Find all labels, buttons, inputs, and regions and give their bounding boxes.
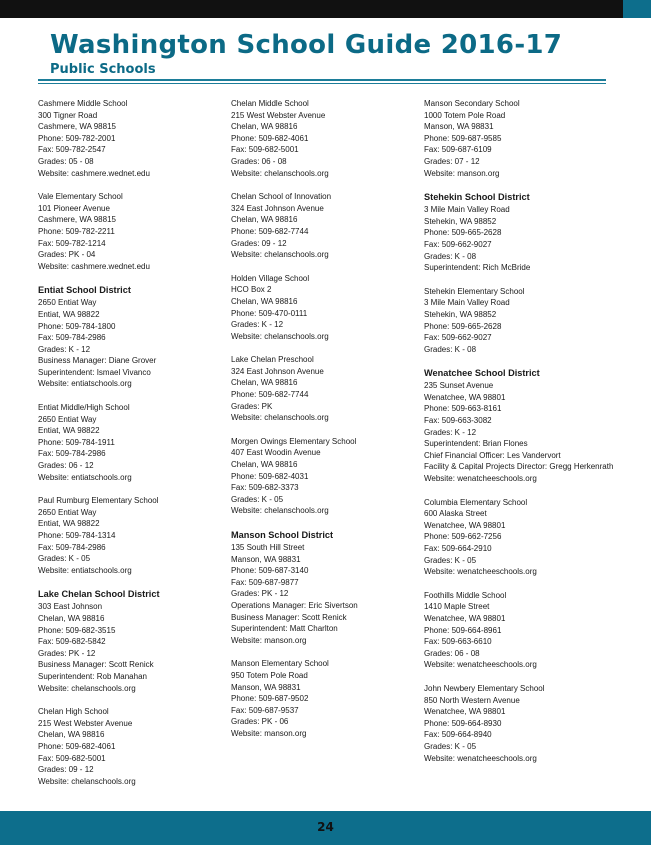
school-name: Chelan High School: [38, 707, 109, 717]
school-entry: [424, 590, 609, 671]
entry-detail-line: Fax: 509-662-9027: [424, 239, 492, 249]
entry-detail-line: Manson, WA 98831: [231, 554, 301, 564]
entry-detail-line: Phone: 509-682-4061: [231, 133, 309, 143]
school-name: Columbia Elementary School: [424, 497, 528, 507]
entry-detail-line: Fax: 509-782-2547: [38, 145, 106, 155]
entry-detail-line: Business Manager: Scott Renick: [231, 612, 347, 622]
district-name: Wenatchee School District: [424, 368, 540, 379]
entry-detail-line: Chelan, WA 98816: [231, 378, 298, 388]
entry-detail-line: Fax: 509-663-3082: [424, 416, 492, 426]
school-name: John Newbery Elementary School: [424, 683, 545, 693]
entry-detail-line: Website: manson.org: [424, 168, 500, 178]
entry-detail-line: Grades: K - 12: [231, 320, 284, 330]
entry-detail-line: Business Manager: Diane Grover: [38, 356, 157, 366]
entry-detail-line: Fax: 509-662-9027: [424, 333, 492, 343]
entry-detail-line: Grades: PK - 04: [38, 250, 96, 260]
entry-detail-line: 135 South Hill Street: [231, 543, 305, 552]
entry-detail-line: 2650 Entiat Way: [38, 298, 97, 308]
entry-detail-line: Website: chelanschools.org: [231, 506, 329, 516]
entry-detail-line: Website: chelanschools.org: [38, 683, 136, 693]
entry-detail-line: Superintendent: Ismael Vivanco: [38, 367, 151, 377]
entry-detail-line: Stehekin, WA 98852: [424, 216, 497, 226]
entry-detail-line: Superintendent: Rich McBride: [424, 263, 531, 273]
entry-detail-line: Operations Manager: Eric Sivertson: [231, 600, 358, 610]
page-header: [50, 30, 610, 78]
page-title: Washington School Guide 2016-17: [50, 30, 563, 60]
entry-detail-line: Wenatchee, WA 98801: [424, 707, 506, 717]
entry-detail-line: Phone: 509-784-1800: [38, 321, 116, 331]
entry-detail-line: Fax: 509-784-2986: [38, 333, 106, 343]
entry-detail-line: Website: wenatcheeschools.org: [424, 753, 537, 763]
entry-detail-line: 3 Mile Main Valley Road: [424, 298, 510, 308]
entry-detail-line: Grades: K - 12: [38, 344, 91, 354]
entry-detail-line: Fax: 509-682-5001: [38, 753, 106, 763]
header-rule-bottom: [38, 83, 606, 84]
entry-detail-line: Grades: K - 05: [424, 741, 477, 751]
entry-detail-line: Grades: PK - 06: [231, 717, 289, 727]
school-name: Entiat Middle/High School: [38, 403, 130, 413]
entry-detail-line: Phone: 509-662-7256: [424, 532, 502, 542]
school-entry: [424, 497, 609, 578]
entry-detail-line: Website: wenatcheeschools.org: [424, 567, 537, 577]
entry-detail-line: 101 Pioneer Avenue: [38, 203, 110, 213]
column-1: [38, 98, 223, 799]
entry-detail-line: Grades: 07 - 12: [424, 156, 480, 166]
entry-detail-line: Grades: 09 - 12: [231, 238, 287, 248]
entry-detail-line: Entiat, WA 98822: [38, 309, 100, 319]
entry-detail-line: Website: manson.org: [231, 728, 307, 738]
school-name: Manson Secondary School: [424, 99, 520, 108]
entry-detail-line: Entiat, WA 98822: [38, 426, 100, 436]
district-name: Lake Chelan School District: [38, 589, 160, 600]
school-entry: [424, 683, 609, 764]
entry-detail-line: Grades: K - 12: [424, 427, 477, 437]
entry-detail-line: Chelan, WA 98816: [231, 215, 298, 225]
entry-detail-line: 2650 Entiat Way: [38, 507, 97, 517]
entry-detail-line: Phone: 509-687-3140: [231, 566, 309, 576]
entry-detail-line: Website: chelanschools.org: [38, 776, 136, 786]
entry-detail-line: Fax: 509-682-3373: [231, 483, 299, 493]
column-2: [231, 98, 416, 752]
entry-detail-line: Grades: K - 08: [424, 251, 477, 261]
entry-detail-line: Chelan, WA 98816: [38, 730, 105, 740]
entry-detail-line: 235 Sunset Avenue: [424, 381, 494, 391]
entry-detail-line: Chelan, WA 98816: [231, 460, 298, 470]
entry-detail-line: Grades: 05 - 08: [38, 156, 94, 166]
entry-detail-line: 215 West Webster Avenue: [231, 110, 326, 120]
entry-detail-line: Grades: K - 05: [231, 494, 284, 504]
page-number: 24: [317, 820, 334, 834]
entry-detail-line: Phone: 509-782-2211: [38, 226, 115, 236]
school-entry: [231, 98, 416, 179]
entry-detail-line: Website: wenatcheeschools.org: [424, 660, 537, 670]
entry-detail-line: Fax: 509-784-2986: [38, 449, 106, 459]
school-entry: [231, 354, 416, 424]
page-subtitle: Public Schools: [50, 62, 156, 77]
entry-detail-line: Phone: 509-665-2628: [424, 321, 502, 331]
entry-detail-line: Website: wenatcheeschools.org: [424, 474, 537, 484]
entry-detail-line: Website: manson.org: [231, 635, 307, 645]
entry-detail-line: Superintendent: Brian Flones: [424, 439, 528, 449]
school-entry: [38, 191, 223, 272]
entry-detail-line: 303 East Johnson: [38, 602, 103, 612]
entry-detail-line: Fax: 509-682-5001: [231, 145, 299, 155]
footer-bar: [0, 811, 651, 845]
school-name: Manson Elementary School: [231, 659, 329, 669]
entry-detail-line: Grades: K - 08: [424, 344, 477, 354]
school-name: Chelan Middle School: [231, 99, 309, 108]
entry-detail-line: Stehekin, WA 98852: [424, 309, 497, 319]
district-name: Stehekin School District: [424, 192, 530, 203]
school-name: Stehekin Elementary School: [424, 286, 525, 296]
entry-detail-line: 324 East Johnson Avenue: [231, 366, 324, 376]
entry-detail-line: Grades: PK - 12: [231, 589, 289, 599]
entry-detail-line: 1410 Maple Street: [424, 602, 490, 612]
entry-detail-line: Website: chelanschools.org: [231, 168, 329, 178]
entry-detail-line: Manson, WA 98831: [231, 682, 301, 692]
entry-detail-line: Phone: 509-687-9585: [424, 133, 502, 143]
entry-detail-line: Grades: 09 - 12: [38, 765, 94, 775]
entry-detail-line: Cashmere, WA 98815: [38, 122, 116, 132]
entry-detail-line: Fax: 509-664-8940: [424, 730, 492, 740]
school-entry: [231, 273, 416, 343]
entry-detail-line: HCO Box 2: [231, 285, 272, 295]
entry-detail-line: Grades: 06 - 12: [38, 461, 94, 471]
entry-detail-line: Phone: 509-664-8930: [424, 718, 502, 728]
entry-detail-line: Manson, WA 98831: [424, 122, 494, 132]
school-entry: [38, 495, 223, 576]
entry-detail-line: Phone: 509-663-8161: [424, 404, 502, 414]
entry-detail-line: Phone: 509-665-2628: [424, 228, 502, 238]
entry-detail-line: Website: chelanschools.org: [231, 331, 329, 341]
entry-detail-line: Phone: 509-784-1314: [38, 531, 116, 540]
school-name: Paul Rumburg Elementary School: [38, 496, 159, 506]
entry-detail-line: Entiat, WA 98822: [38, 519, 100, 529]
school-entry: [424, 98, 609, 179]
school-entry: [231, 436, 416, 517]
entry-detail-line: Grades: PK - 12: [38, 648, 96, 658]
entry-detail-line: Chelan, WA 98816: [231, 296, 298, 306]
entry-detail-line: Superintendent: Rob Manahan: [38, 671, 147, 681]
entry-detail-line: Chelan, WA 98816: [38, 613, 105, 623]
school-entry: [424, 286, 609, 356]
entry-detail-line: 600 Alaska Street: [424, 509, 487, 519]
district-entry: [424, 191, 609, 274]
entry-detail-line: Phone: 509-682-7744: [231, 390, 309, 400]
school-entry: [231, 658, 416, 739]
entry-detail-line: Facility & Capital Projects Director: Gregg Herkenrath: [424, 462, 614, 472]
school-entry: [38, 98, 223, 179]
entry-detail-line: Phone: 509-470-0111: [231, 308, 308, 318]
entry-detail-line: 324 East Johnson Avenue: [231, 203, 324, 213]
entry-detail-line: Phone: 509-782-2001: [38, 133, 116, 143]
entry-detail-line: Wenatchee, WA 98801: [424, 613, 506, 623]
entry-detail-line: Chief Financial Officer: Les Vandervort: [424, 450, 561, 460]
district-entry: [38, 284, 223, 390]
entry-detail-line: 950 Totem Pole Road: [231, 670, 308, 680]
school-name: Vale Elementary School: [38, 192, 123, 202]
school-name: Chelan School of Innovation: [231, 192, 332, 202]
entry-detail-line: Website: entiatschools.org: [38, 565, 132, 575]
entry-detail-line: 2650 Entiat Way: [38, 414, 97, 424]
header-rule-top: [38, 79, 606, 81]
district-entry: [38, 588, 223, 694]
entry-detail-line: Wenatchee, WA 98801: [424, 392, 506, 402]
school-name: Cashmere Middle School: [38, 99, 128, 108]
entry-detail-line: Grades: 06 - 08: [231, 156, 287, 166]
entry-detail-line: Fax: 509-687-9877: [231, 577, 299, 587]
entry-detail-line: Superintendent: Matt Charlton: [231, 624, 338, 634]
entry-detail-line: Fax: 509-664-2910: [424, 544, 492, 553]
entry-detail-line: Website: cashmere.wednet.edu: [38, 168, 150, 178]
school-entry: [231, 191, 416, 261]
top-bar: [0, 0, 651, 18]
school-name: Lake Chelan Preschool: [231, 355, 314, 365]
school-name: Holden Village School: [231, 273, 310, 283]
entry-detail-line: Phone: 509-682-4031: [231, 471, 309, 481]
school-name: Foothills Middle School: [424, 590, 507, 600]
entry-detail-line: Grades: 06 - 08: [424, 648, 480, 658]
entry-detail-line: 850 North Western Avenue: [424, 695, 520, 705]
entry-detail-line: Website: entiatschools.org: [38, 472, 132, 482]
entry-detail-line: Business Manager: Scott Renick: [38, 660, 154, 670]
entry-detail-line: Website: cashmere.wednet.edu: [38, 261, 150, 271]
entry-detail-line: Website: entiatschools.org: [38, 379, 132, 389]
entry-detail-line: Phone: 509-687-9502: [231, 694, 309, 704]
entry-detail-line: 407 East Woodin Avenue: [231, 448, 321, 458]
entry-detail-line: Website: chelanschools.org: [231, 413, 329, 423]
district-name: Manson School District: [231, 530, 334, 540]
entry-detail-line: Chelan, WA 98816: [231, 122, 298, 132]
school-entry: [38, 706, 223, 787]
school-entry: [38, 402, 223, 483]
column-3: [424, 98, 614, 776]
entry-detail-line: Fax: 509-663-6610: [424, 637, 492, 647]
school-name: Morgen Owings Elementary School: [231, 436, 357, 446]
entry-detail-line: Website: chelanschools.org: [231, 250, 329, 260]
entry-detail-line: Cashmere, WA 98815: [38, 215, 116, 225]
entry-detail-line: Fax: 509-784-2986: [38, 542, 106, 552]
entry-detail-line: 1000 Totem Pole Road: [424, 110, 506, 120]
entry-detail-line: 300 Tigner Road: [38, 110, 98, 120]
entry-detail-line: 215 West Webster Avenue: [38, 718, 133, 728]
entry-detail-line: Phone: 509-682-7744: [231, 226, 309, 236]
entry-detail-line: Wenatchee, WA 98801: [424, 520, 506, 530]
entry-detail-line: Phone: 509-664-8961: [424, 625, 502, 635]
entry-detail-line: Fax: 509-687-9537: [231, 705, 299, 715]
entry-detail-line: Phone: 509-682-3515: [38, 625, 116, 635]
entry-detail-line: 3 Mile Main Valley Road: [424, 205, 510, 215]
entry-detail-line: Grades: PK: [231, 401, 273, 411]
top-bar-accent: [623, 0, 651, 18]
entry-detail-line: Grades: K - 05: [424, 555, 477, 565]
entry-detail-line: Grades: K - 05: [38, 554, 91, 564]
district-entry: [424, 367, 614, 484]
entry-detail-line: Fax: 509-682-5842: [38, 637, 106, 647]
entry-detail-line: Phone: 509-682-4061: [38, 741, 116, 751]
entry-detail-line: Fax: 509-687-6109: [424, 145, 492, 155]
district-name: Entiat School District: [38, 285, 131, 296]
entry-detail-line: Fax: 509-782-1214: [38, 238, 106, 248]
district-entry: [231, 529, 416, 646]
entry-detail-line: Phone: 509-784-1911: [38, 437, 115, 447]
